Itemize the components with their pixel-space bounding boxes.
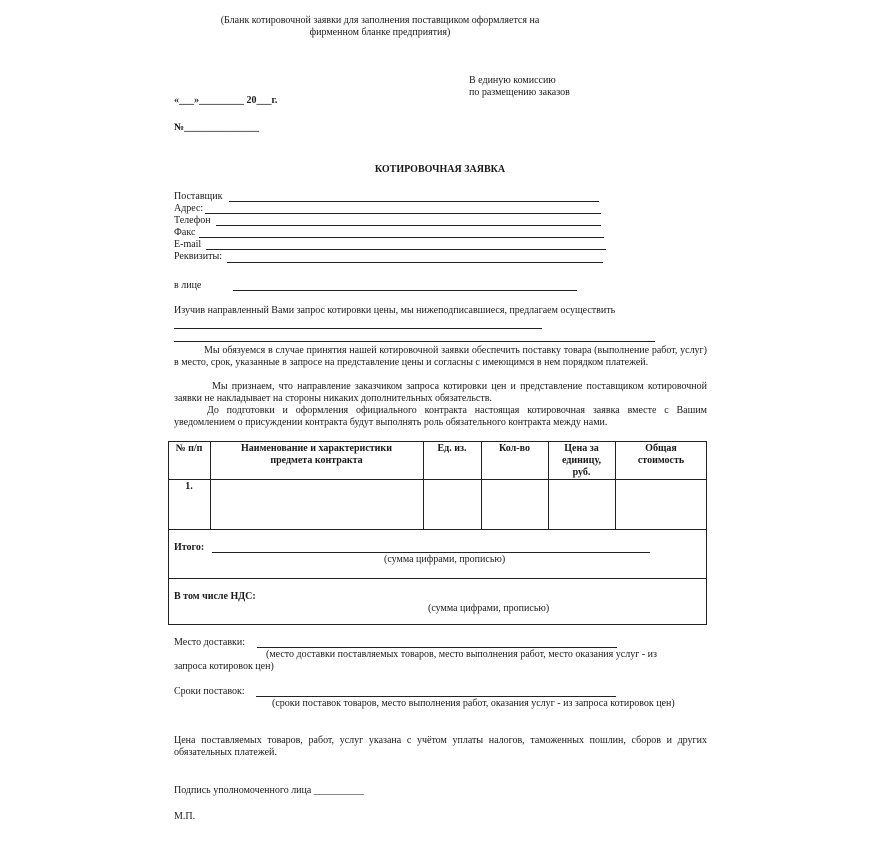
addressee-line2: по размещению заказов xyxy=(469,87,570,98)
represented-by-line xyxy=(233,290,577,291)
total-line xyxy=(212,552,650,553)
delivery-place-label: Место доставки: xyxy=(174,637,246,648)
delivery-terms-hint: (сроки поставок товаров, место выполнения работ, оказания услуг - из запроса котировок цен) xyxy=(272,698,675,709)
header-note-line2: фирменном бланке предприятия) xyxy=(309,27,451,38)
field-fax: Факс xyxy=(174,227,196,238)
stamp-label: М.П. xyxy=(174,811,196,822)
col-header-unit: Ед. из. xyxy=(437,443,467,454)
delivery-place-line xyxy=(257,647,617,648)
field-address: Адрес: xyxy=(174,203,204,214)
delivery-place-hint-l2: запроса котировок цен) xyxy=(174,661,274,672)
total-label: Итого: xyxy=(174,542,205,553)
col-header-qty: Кол-во xyxy=(499,443,530,454)
intro-text: Изучив направленный Вами запрос котировки цены, мы нижеподписавшиеся, предлагаем осуществить xyxy=(174,305,616,316)
vat-hint: (сумма цифрами, прописью) xyxy=(428,603,550,614)
paragraph-acknowledgement: Мы признаем, что направление заказчиком запроса котировки цен и представление поставщиком котировочной заявки не накладывает на стороны никаких дополнительных обязательств. xyxy=(174,381,707,404)
date-line: «___»_________ 20___г. xyxy=(174,95,278,106)
intro-line-2 xyxy=(174,341,655,342)
table-hline xyxy=(168,578,707,579)
field-email: E-mail xyxy=(174,239,202,250)
col-header-total-l2: стоимость xyxy=(637,455,685,466)
delivery-terms-line xyxy=(256,696,616,697)
col-header-total-l1: Общая xyxy=(645,443,677,454)
field-email-line xyxy=(206,249,606,250)
field-requisites: Реквизиты: xyxy=(174,251,222,262)
col-header-price-l1: Цена за xyxy=(564,443,599,454)
field-supplier: Поставщик xyxy=(174,191,223,202)
row-1-num: 1. xyxy=(185,481,193,492)
signature-line: Подпись уполномоченного лица __________ xyxy=(174,785,364,796)
header-note-line1: (Бланк котировочной заявки для заполнения поставщиком оформляется на xyxy=(220,15,540,26)
delivery-place-hint-l1: (место доставки поставляемых товаров, место выполнения работ, место оказания услуг - из xyxy=(266,649,657,660)
delivery-terms-label: Сроки поставок: xyxy=(174,686,245,697)
paragraph-contract-role: До подготовки и оформления официального контракта настоящая котировочная заявка вместе с Вашим уведомлением о присуждении контракта будут выполнять роль обязательного контракта между нами. xyxy=(174,405,707,428)
paragraph-obligation: Мы обязуемся в случае принятия нашей котировочной заявки обеспечить поставку товара (выполнение работ, услуг) в место, срок, указанные в запросе на представление цены и согласны с имеющимся в нем порядком платежей. xyxy=(174,345,707,368)
field-phone-line xyxy=(216,225,601,226)
total-hint: (сумма цифрами, прописью) xyxy=(384,554,506,565)
document-title: КОТИРОВОЧНАЯ ЗАЯВКА xyxy=(374,164,506,175)
table-hline xyxy=(168,529,707,530)
intro-line-1 xyxy=(174,328,542,329)
col-header-price-l2: единицу, xyxy=(562,455,601,466)
addressee-line1: В единую комиссию xyxy=(469,75,556,86)
table-hline xyxy=(168,479,707,480)
vat-label: В том числе НДС: xyxy=(174,591,256,602)
col-header-num: № п/п xyxy=(175,443,203,454)
represented-by: в лице xyxy=(174,280,202,291)
col-header-name-l2: предмета контракта xyxy=(270,455,363,466)
price-note: Цена поставляемых товаров, работ, услуг указана с учётом уплаты налогов, таможенных пошлин, сборов и других обязательных платежей. xyxy=(174,735,707,758)
col-header-price-l3: руб. xyxy=(572,467,591,478)
field-requisites-line xyxy=(227,262,603,263)
field-supplier-line xyxy=(229,201,599,202)
field-fax-line xyxy=(199,237,604,238)
col-header-name-l1: Наименование и характеристики xyxy=(241,443,392,454)
field-address-line xyxy=(205,213,601,214)
number-line: №_______________ xyxy=(174,122,260,133)
field-phone: Телефон xyxy=(174,215,211,226)
